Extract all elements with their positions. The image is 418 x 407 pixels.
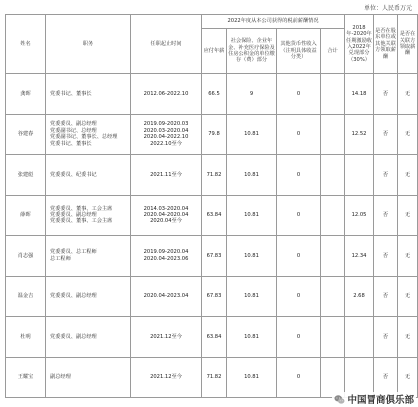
cell-position <box>46 276 131 317</box>
cell-other-income: 0 <box>277 155 321 196</box>
cell-annual-salary: 71.82 <box>202 155 227 196</box>
cell-related-other: 无 <box>398 155 418 196</box>
cell-position-line: 党委书记、董事长 <box>50 90 92 97</box>
cell-position-line: 总工程师 <box>50 255 71 262</box>
table-row <box>6 276 418 317</box>
table-row <box>6 155 418 196</box>
cell-tenure-incentive: 12.05 <box>345 195 374 236</box>
cell-tenure-line: 2021.12至今 <box>150 374 182 381</box>
cell-position <box>46 114 131 155</box>
cell-name: 张建彪 <box>6 155 46 196</box>
cell-position <box>46 317 131 358</box>
cell-total <box>321 317 345 358</box>
cell-position-line: 党委书记、董事长 <box>50 140 92 147</box>
cell-related-party: 否 <box>374 357 398 398</box>
cell-tenure-incentive <box>345 155 374 196</box>
cell-position-line: 党委委员、副总经理 <box>50 121 97 128</box>
cell-tenure <box>131 276 202 317</box>
cell-tenure-line: 2012.06-2022.10 <box>143 90 189 97</box>
cell-benefits: 10.81 <box>227 155 277 196</box>
cell-benefits: 10.81 <box>227 195 277 236</box>
watermark <box>332 392 416 406</box>
unit-label: 单位：人民币万元 <box>363 5 412 12</box>
header-benefits: 社会保险、企业年金、补充医疗保险及住房公积金的单位缴存（费）部分 <box>227 29 277 74</box>
cell-position-line: 党委委员、纪委书记 <box>50 171 97 178</box>
cell-name: 王耀宝 <box>6 357 46 398</box>
header-group-2022: 2022年度从本公司获得的税前薪酬情况 <box>202 15 345 29</box>
cell-tenure-line: 2019.09-2020.04 <box>143 249 189 256</box>
cell-other-income: 0 <box>277 195 321 236</box>
cell-tenure <box>131 357 202 398</box>
cell-tenure <box>131 195 202 236</box>
cell-tenure-incentive <box>345 317 374 358</box>
table-row <box>6 195 418 236</box>
cell-tenure-line: 2022.10至今 <box>150 140 182 147</box>
cell-position <box>46 74 131 115</box>
cell-tenure-incentive: 12.52 <box>345 114 374 155</box>
cell-position-line: 党委委员、副总经理 <box>50 212 97 219</box>
cell-tenure <box>131 236 202 277</box>
cell-annual-salary: 71.82 <box>202 357 227 398</box>
table-row <box>6 236 418 277</box>
header-total: 合计 <box>321 29 345 74</box>
header-tenure-incentive: 2018年-2020年任期激励收入2022年兑现部分（30%） <box>345 15 374 74</box>
cell-position-line: 副总经理 <box>50 374 71 381</box>
table-row <box>6 317 418 358</box>
cell-position <box>46 357 131 398</box>
cell-position-line: 党委委员、董事、工会主席 <box>50 205 113 212</box>
cell-related-party: 否 <box>374 195 398 236</box>
cell-benefits: 9 <box>227 74 277 115</box>
cell-related-party: 否 <box>374 74 398 115</box>
cell-tenure-incentive: 12.34 <box>345 236 374 277</box>
cell-total <box>321 155 345 196</box>
header-name: 姓名 <box>6 15 46 74</box>
header-other-income: 其他货币性收入（注明具体收益分类） <box>277 29 321 74</box>
cell-tenure-line: 2020.03-2020.04 <box>143 127 189 134</box>
cell-related-other: 无 <box>398 114 418 155</box>
cell-tenure-incentive: 2.68 <box>345 276 374 317</box>
cell-related-other: 无 <box>398 357 418 398</box>
cell-annual-salary: 66.5 <box>202 74 227 115</box>
cell-position <box>46 195 131 236</box>
cell-annual-salary: 67.83 <box>202 236 227 277</box>
cell-annual-salary: 63.84 <box>202 317 227 358</box>
cell-total <box>321 276 345 317</box>
cell-related-other: 无 <box>398 317 418 358</box>
cell-name: 谷建春 <box>6 114 46 155</box>
cell-name: 杜明 <box>6 317 46 358</box>
cell-other-income: 0 <box>277 317 321 358</box>
cell-annual-salary: 63.84 <box>202 195 227 236</box>
cell-position <box>46 155 131 196</box>
cell-benefits: 10.81 <box>227 114 277 155</box>
cell-tenure-line: 2019.09-2020.03 <box>143 121 189 128</box>
cell-tenure <box>131 155 202 196</box>
cell-other-income: 0 <box>277 357 321 398</box>
cell-tenure-line: 2021.12至今 <box>150 333 182 340</box>
cell-related-other: 无 <box>398 74 418 115</box>
header-related-party: 是否在股东单位或其他关联方领取薪酬 <box>374 15 398 74</box>
cell-position-line: 党委委员、总工程师 <box>50 249 97 256</box>
cell-benefits: 10.81 <box>227 236 277 277</box>
cell-annual-salary: 79.8 <box>202 114 227 155</box>
cell-position-line: 党委副书记、总经理 <box>50 127 97 134</box>
cell-benefits: 10.81 <box>227 317 277 358</box>
cell-tenure <box>131 74 202 115</box>
cell-position-line: 党委委员、副总经理 <box>50 333 97 340</box>
header-position: 职务 <box>46 15 131 74</box>
cell-tenure-line: 2020.04-2023.06 <box>143 255 189 262</box>
cell-tenure-line: 2021.11至今 <box>150 171 182 178</box>
cell-other-income: 0 <box>277 74 321 115</box>
wechat-icon <box>334 394 345 405</box>
cell-related-party: 否 <box>374 317 398 358</box>
cell-related-party: 否 <box>374 114 398 155</box>
cell-name: 温金吉 <box>6 276 46 317</box>
cell-related-other: 无 <box>398 276 418 317</box>
cell-name: 肖志强 <box>6 236 46 277</box>
cell-other-income: 0 <box>277 114 321 155</box>
header-annual-salary: 应付年薪 <box>202 29 227 74</box>
cell-tenure-incentive: 14.18 <box>345 74 374 115</box>
cell-benefits: 10.81 <box>227 276 277 317</box>
cell-position-line: 党委委员、副总经理 <box>50 293 97 300</box>
header-tenure: 任职起止时间 <box>131 15 202 74</box>
watermark-text: 中国冒商俱乐部 <box>347 395 414 406</box>
cell-related-other: 无 <box>398 236 418 277</box>
cell-total <box>321 236 345 277</box>
table-row <box>6 74 418 115</box>
cell-related-party: 否 <box>374 276 398 317</box>
cell-name: 龚晖 <box>6 74 46 115</box>
cell-total <box>321 114 345 155</box>
cell-related-party: 否 <box>374 155 398 196</box>
cell-tenure-line: 2014.03-2020.04 <box>143 205 189 212</box>
cell-position <box>46 236 131 277</box>
cell-related-party: 否 <box>374 236 398 277</box>
table-row <box>6 114 418 155</box>
table-body <box>6 74 418 398</box>
cell-benefits: 10.81 <box>227 357 277 398</box>
cell-tenure <box>131 114 202 155</box>
cell-annual-salary: 67.83 <box>202 276 227 317</box>
header-related-other: 是否在关联方领取薪酬 <box>398 15 418 74</box>
cell-name: 薛晖 <box>6 195 46 236</box>
cell-tenure-line: 2020.04-2022.10 <box>143 134 189 141</box>
cell-other-income: 0 <box>277 236 321 277</box>
cell-other-income: 0 <box>277 276 321 317</box>
cell-tenure-line: 2020.04-2020.04 <box>143 212 189 219</box>
cell-position-line: 党委副书记、董事长、总经理 <box>50 134 118 141</box>
cell-tenure-line: 2020.04-2023.04 <box>143 293 189 300</box>
cell-tenure-line: 2020.04至今 <box>150 218 182 225</box>
cell-tenure <box>131 317 202 358</box>
cell-position-line: 党委委员、董事、工会主席 <box>50 218 113 225</box>
cell-total <box>321 74 345 115</box>
cell-total <box>321 195 345 236</box>
cell-related-other: 无 <box>398 195 418 236</box>
compensation-table <box>5 14 418 398</box>
